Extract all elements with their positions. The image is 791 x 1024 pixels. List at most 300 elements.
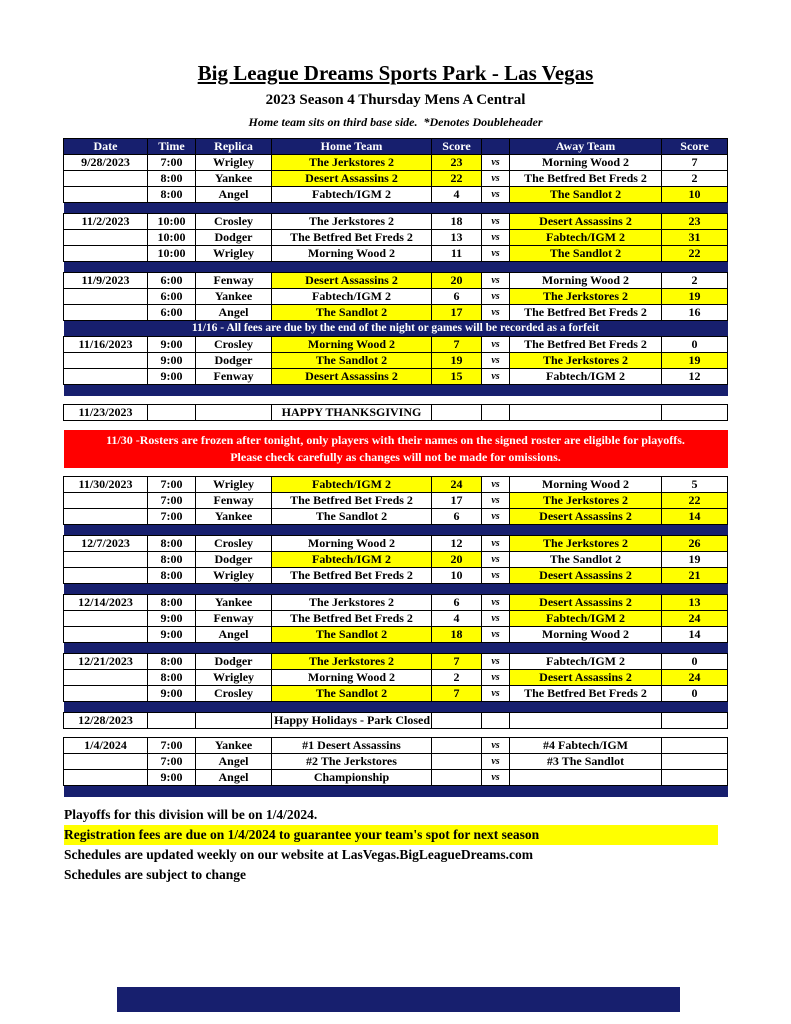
date-cell: 11/23/2023	[64, 405, 148, 421]
date-cell	[64, 246, 148, 262]
home-team-cell: Desert Assassins 2	[272, 171, 432, 187]
game-row	[64, 595, 728, 611]
time-cell: 8:00	[148, 187, 196, 203]
separator-band	[64, 262, 728, 273]
away-score-cell: 24	[662, 670, 728, 686]
game-row	[64, 214, 728, 230]
roster-notice-row	[64, 430, 728, 468]
col-header-away-score: Score	[662, 139, 728, 155]
home-score-cell: 11	[432, 246, 482, 262]
game-row	[64, 289, 728, 305]
away-team-cell: The Jerkstores 2	[510, 536, 662, 552]
vs-cell: vs	[482, 595, 510, 611]
time-cell: 9:00	[148, 770, 196, 786]
game-row	[64, 493, 728, 509]
vs-cell	[482, 713, 510, 729]
home-score-cell: 7	[432, 654, 482, 670]
replica-cell: Dodger	[196, 654, 272, 670]
page-note: Home team sits on third base side. *Denotes Doubleheader	[248, 115, 543, 129]
away-score-cell: 5	[662, 477, 728, 493]
away-score-cell: 0	[662, 337, 728, 353]
away-team-cell: Morning Wood 2	[510, 477, 662, 493]
vs-cell: vs	[482, 654, 510, 670]
replica-cell: Yankee	[196, 171, 272, 187]
vs-cell: vs	[482, 738, 510, 754]
spacer-row	[64, 468, 728, 477]
home-team-cell: Championship	[272, 770, 432, 786]
separator-band	[64, 643, 728, 654]
home-score-cell: 17	[432, 493, 482, 509]
bottom-navy-bar	[117, 987, 680, 1012]
away-score-cell	[662, 754, 728, 770]
game-row	[64, 536, 728, 552]
event-row	[64, 405, 728, 421]
date-cell: 9/28/2023	[64, 155, 148, 171]
vs-cell: vs	[482, 187, 510, 203]
vs-cell: vs	[482, 171, 510, 187]
away-team-cell: Desert Assassins 2	[510, 509, 662, 525]
date-cell	[64, 509, 148, 525]
date-cell	[64, 171, 148, 187]
col-header-replica: Replica	[196, 139, 272, 155]
time-cell	[148, 713, 196, 729]
separator-band	[64, 786, 728, 797]
away-team-cell	[510, 770, 662, 786]
time-cell: 9:00	[148, 611, 196, 627]
home-score-cell	[432, 754, 482, 770]
time-cell: 7:00	[148, 155, 196, 171]
replica-cell: Angel	[196, 187, 272, 203]
time-cell: 8:00	[148, 552, 196, 568]
vs-cell: vs	[482, 686, 510, 702]
game-row	[64, 477, 728, 493]
spacer-band	[64, 396, 728, 405]
away-team-cell: Desert Assassins 2	[510, 214, 662, 230]
vs-cell: vs	[482, 754, 510, 770]
replica-cell: Fenway	[196, 611, 272, 627]
home-team-cell: The Betfred Bet Freds 2	[272, 611, 432, 627]
away-team-cell: Morning Wood 2	[510, 273, 662, 289]
vs-cell: vs	[482, 670, 510, 686]
replica-cell: Wrigley	[196, 477, 272, 493]
away-score-cell	[662, 713, 728, 729]
col-header-time: Time	[148, 139, 196, 155]
replica-cell: Angel	[196, 770, 272, 786]
date-cell	[64, 770, 148, 786]
game-row	[64, 246, 728, 262]
date-cell	[64, 493, 148, 509]
game-row	[64, 770, 728, 786]
footer	[64, 805, 791, 885]
away-score-cell: 12	[662, 369, 728, 385]
col-header-date: Date	[64, 139, 148, 155]
time-cell: 8:00	[148, 595, 196, 611]
away-team-cell: Fabtech/IGM 2	[510, 369, 662, 385]
home-score-cell	[432, 405, 482, 421]
date-cell: 11/30/2023	[64, 477, 148, 493]
time-cell: 7:00	[148, 738, 196, 754]
home-score-cell: 15	[432, 369, 482, 385]
game-row	[64, 337, 728, 353]
away-team-cell: The Sandlot 2	[510, 552, 662, 568]
away-team-cell: Fabtech/IGM 2	[510, 654, 662, 670]
vs-cell: vs	[482, 568, 510, 584]
away-score-cell: 2	[662, 171, 728, 187]
vs-cell	[482, 405, 510, 421]
time-cell: 8:00	[148, 670, 196, 686]
game-row	[64, 654, 728, 670]
spacer-row	[64, 396, 728, 405]
replica-cell: Crosley	[196, 337, 272, 353]
home-team-cell: The Betfred Bet Freds 2	[272, 493, 432, 509]
home-team-cell: Desert Assassins 2	[272, 273, 432, 289]
away-score-cell: 2	[662, 273, 728, 289]
spacer-band	[64, 729, 728, 738]
home-team-cell: The Sandlot 2	[272, 686, 432, 702]
home-team-cell: The Sandlot 2	[272, 509, 432, 525]
vs-cell: vs	[482, 155, 510, 171]
time-cell: 9:00	[148, 337, 196, 353]
game-row	[64, 509, 728, 525]
home-team-cell: Fabtech/IGM 2	[272, 289, 432, 305]
time-cell: 8:00	[148, 568, 196, 584]
date-cell	[64, 552, 148, 568]
away-team-cell: Fabtech/IGM 2	[510, 611, 662, 627]
replica-cell: Dodger	[196, 230, 272, 246]
date-cell: 11/2/2023	[64, 214, 148, 230]
home-score-cell: 12	[432, 536, 482, 552]
vs-cell: vs	[482, 627, 510, 643]
away-score-cell: 24	[662, 611, 728, 627]
replica-cell: Fenway	[196, 493, 272, 509]
home-team-cell: Morning Wood 2	[272, 670, 432, 686]
separator-row	[64, 643, 728, 654]
away-score-cell: 13	[662, 595, 728, 611]
replica-cell: Crosley	[196, 214, 272, 230]
fees-notice-text: 11/16 - All fees are due by the end of the night or games will be recorded as a forfeit	[64, 321, 728, 337]
away-team-cell: The Betfred Bet Freds 2	[510, 686, 662, 702]
home-team-cell: The Betfred Bet Freds 2	[272, 568, 432, 584]
home-score-cell: 19	[432, 353, 482, 369]
time-cell: 7:00	[148, 477, 196, 493]
roster-notice-line: Please check carefully as changes will not be made for omissions.	[230, 449, 561, 464]
time-cell	[148, 405, 196, 421]
vs-cell: vs	[482, 289, 510, 305]
home-team-cell: The Betfred Bet Freds 2	[272, 230, 432, 246]
away-team-cell: The Jerkstores 2	[510, 353, 662, 369]
vs-cell: vs	[482, 770, 510, 786]
vs-cell: vs	[482, 246, 510, 262]
time-cell: 10:00	[148, 230, 196, 246]
time-cell: 6:00	[148, 305, 196, 321]
away-score-cell: 0	[662, 654, 728, 670]
home-team-cell: The Jerkstores 2	[272, 214, 432, 230]
date-cell	[64, 369, 148, 385]
separator-band	[64, 203, 728, 214]
col-header-home-team: Home Team	[272, 139, 432, 155]
separator-row	[64, 385, 728, 396]
replica-cell: Yankee	[196, 289, 272, 305]
game-row	[64, 568, 728, 584]
date-cell	[64, 230, 148, 246]
spacer-row	[64, 729, 728, 738]
away-team-cell: The Sandlot 2	[510, 187, 662, 203]
home-team-cell: Morning Wood 2	[272, 337, 432, 353]
game-row	[64, 353, 728, 369]
home-team-cell: Morning Wood 2	[272, 246, 432, 262]
away-score-cell: 0	[662, 686, 728, 702]
away-team-cell: The Jerkstores 2	[510, 493, 662, 509]
away-team-cell: The Sandlot 2	[510, 246, 662, 262]
home-team-cell: The Sandlot 2	[272, 305, 432, 321]
replica-cell: Yankee	[196, 738, 272, 754]
vs-cell: vs	[482, 509, 510, 525]
away-team-cell: The Betfred Bet Freds 2	[510, 337, 662, 353]
home-score-cell: 6	[432, 509, 482, 525]
separator-row	[64, 525, 728, 536]
time-cell: 6:00	[148, 289, 196, 305]
home-score-cell: 6	[432, 289, 482, 305]
away-team-cell	[510, 405, 662, 421]
col-header-home-score: Score	[432, 139, 482, 155]
document-header	[0, 0, 791, 130]
separator-row	[64, 262, 728, 273]
replica-cell: Wrigley	[196, 670, 272, 686]
game-row	[64, 552, 728, 568]
time-cell: 8:00	[148, 536, 196, 552]
vs-cell: vs	[482, 353, 510, 369]
away-score-cell: 26	[662, 536, 728, 552]
game-row	[64, 171, 728, 187]
time-cell: 9:00	[148, 353, 196, 369]
away-team-cell: The Betfred Bet Freds 2	[510, 305, 662, 321]
time-cell: 10:00	[148, 246, 196, 262]
replica-cell: Angel	[196, 627, 272, 643]
away-score-cell	[662, 770, 728, 786]
home-score-cell: 18	[432, 627, 482, 643]
game-row	[64, 369, 728, 385]
replica-cell: Angel	[196, 754, 272, 770]
home-score-cell	[432, 738, 482, 754]
replica-cell: Dodger	[196, 552, 272, 568]
game-row	[64, 187, 728, 203]
away-team-cell: Desert Assassins 2	[510, 568, 662, 584]
separator-band	[64, 385, 728, 396]
home-team-cell: Fabtech/IGM 2	[272, 477, 432, 493]
col-header-away-team: Away Team	[510, 139, 662, 155]
time-cell: 9:00	[148, 627, 196, 643]
separator-row	[64, 203, 728, 214]
home-score-cell: 17	[432, 305, 482, 321]
home-team-cell: Morning Wood 2	[272, 536, 432, 552]
vs-cell: vs	[482, 273, 510, 289]
away-team-cell: Desert Assassins 2	[510, 670, 662, 686]
away-score-cell	[662, 738, 728, 754]
event-row	[64, 713, 728, 729]
home-team-cell: Desert Assassins 2	[272, 369, 432, 385]
away-team-cell: #4 Fabtech/IGM	[510, 738, 662, 754]
vs-cell: vs	[482, 552, 510, 568]
home-score-cell: 20	[432, 552, 482, 568]
home-score-cell: 24	[432, 477, 482, 493]
table-header-row	[64, 139, 728, 155]
spacer-band	[64, 468, 728, 477]
footer-registration-notice: Registration fees are due on 1/4/2024 to guarantee your team's spot for next season	[64, 825, 718, 845]
date-cell: 11/16/2023	[64, 337, 148, 353]
home-team-cell: Fabtech/IGM 2	[272, 187, 432, 203]
date-cell	[64, 754, 148, 770]
vs-cell: vs	[482, 230, 510, 246]
replica-cell: Yankee	[196, 509, 272, 525]
home-team-cell: The Jerkstores 2	[272, 595, 432, 611]
replica-cell: Crosley	[196, 686, 272, 702]
home-score-cell	[432, 713, 482, 729]
date-cell	[64, 686, 148, 702]
game-row	[64, 754, 728, 770]
time-cell: 6:00	[148, 273, 196, 289]
time-cell: 9:00	[148, 369, 196, 385]
game-row	[64, 305, 728, 321]
away-team-cell: Morning Wood 2	[510, 627, 662, 643]
replica-cell: Angel	[196, 305, 272, 321]
date-cell: 12/21/2023	[64, 654, 148, 670]
date-cell	[64, 187, 148, 203]
separator-band	[64, 702, 728, 713]
event-text-cell: HAPPY THANKSGIVING	[272, 405, 432, 421]
away-team-cell: Fabtech/IGM 2	[510, 230, 662, 246]
home-score-cell: 22	[432, 171, 482, 187]
game-row	[64, 273, 728, 289]
footer-line: Schedules are updated weekly on our website at LasVegas.BigLeagueDreams.com	[64, 846, 534, 862]
date-cell	[64, 627, 148, 643]
replica-cell: Crosley	[196, 536, 272, 552]
game-row	[64, 627, 728, 643]
away-score-cell: 14	[662, 509, 728, 525]
date-cell: 1/4/2024	[64, 738, 148, 754]
home-team-cell: #2 The Jerkstores	[272, 754, 432, 770]
replica-cell: Wrigley	[196, 568, 272, 584]
away-score-cell: 21	[662, 568, 728, 584]
vs-cell: vs	[482, 337, 510, 353]
col-header-vs	[482, 139, 510, 155]
vs-cell: vs	[482, 214, 510, 230]
date-cell: 11/9/2023	[64, 273, 148, 289]
home-score-cell: 6	[432, 595, 482, 611]
home-score-cell: 18	[432, 214, 482, 230]
date-cell	[64, 670, 148, 686]
game-row	[64, 611, 728, 627]
away-team-cell: Desert Assassins 2	[510, 595, 662, 611]
spacer-row	[64, 421, 728, 430]
date-cell: 12/28/2023	[64, 713, 148, 729]
separator-row	[64, 786, 728, 797]
replica-cell: Yankee	[196, 595, 272, 611]
home-score-cell	[432, 770, 482, 786]
roster-notice-text	[64, 430, 728, 468]
separator-band	[64, 584, 728, 595]
page-subtitle: 2023 Season 4 Thursday Mens A Central	[265, 92, 526, 108]
replica-cell: Fenway	[196, 369, 272, 385]
home-team-cell: The Jerkstores 2	[272, 654, 432, 670]
away-team-cell: #3 The Sandlot	[510, 754, 662, 770]
replica-cell: Dodger	[196, 353, 272, 369]
vs-cell: vs	[482, 477, 510, 493]
footer-line: Schedules are subject to change	[64, 866, 246, 882]
date-cell	[64, 353, 148, 369]
game-row	[64, 155, 728, 171]
home-team-cell: #1 Desert Assassins	[272, 738, 432, 754]
date-cell	[64, 611, 148, 627]
away-score-cell: 31	[662, 230, 728, 246]
away-score-cell: 22	[662, 246, 728, 262]
vs-cell: vs	[482, 305, 510, 321]
replica-cell	[196, 713, 272, 729]
away-score-cell: 19	[662, 289, 728, 305]
home-score-cell: 20	[432, 273, 482, 289]
away-team-cell	[510, 713, 662, 729]
replica-cell: Fenway	[196, 273, 272, 289]
time-cell: 7:00	[148, 509, 196, 525]
separator-row	[64, 702, 728, 713]
replica-cell: Wrigley	[196, 155, 272, 171]
away-score-cell	[662, 405, 728, 421]
away-score-cell: 16	[662, 305, 728, 321]
home-score-cell: 4	[432, 187, 482, 203]
home-score-cell: 4	[432, 611, 482, 627]
page-title: Big League Dreams Sports Park - Las Vegas	[197, 61, 594, 85]
home-team-cell: The Jerkstores 2	[272, 155, 432, 171]
home-score-cell: 10	[432, 568, 482, 584]
separator-band	[64, 525, 728, 536]
away-team-cell: Morning Wood 2	[510, 155, 662, 171]
home-team-cell: The Sandlot 2	[272, 353, 432, 369]
vs-cell: vs	[482, 369, 510, 385]
home-score-cell: 23	[432, 155, 482, 171]
date-cell: 12/7/2023	[64, 536, 148, 552]
vs-cell: vs	[482, 536, 510, 552]
footer-line: Playoffs for this division will be on 1/4/2024.	[64, 806, 318, 822]
home-score-cell: 7	[432, 686, 482, 702]
time-cell: 8:00	[148, 171, 196, 187]
away-score-cell: 22	[662, 493, 728, 509]
date-cell: 12/14/2023	[64, 595, 148, 611]
time-cell: 7:00	[148, 754, 196, 770]
time-cell: 9:00	[148, 686, 196, 702]
away-score-cell: 19	[662, 552, 728, 568]
vs-cell: vs	[482, 611, 510, 627]
away-score-cell: 7	[662, 155, 728, 171]
date-cell	[64, 289, 148, 305]
away-score-cell: 23	[662, 214, 728, 230]
time-cell: 10:00	[148, 214, 196, 230]
home-score-cell: 7	[432, 337, 482, 353]
roster-notice-line: 11/30 -Rosters are frozen after tonight, only players with their names on the signed roster are eligible for playoffs.	[106, 432, 685, 447]
game-row	[64, 670, 728, 686]
time-cell: 7:00	[148, 493, 196, 509]
home-team-cell: Fabtech/IGM 2	[272, 552, 432, 568]
separator-row	[64, 584, 728, 595]
date-cell	[64, 568, 148, 584]
away-team-cell: The Betfred Bet Freds 2	[510, 171, 662, 187]
home-score-cell: 2	[432, 670, 482, 686]
replica-cell	[196, 405, 272, 421]
away-team-cell: The Jerkstores 2	[510, 289, 662, 305]
time-cell: 8:00	[148, 654, 196, 670]
replica-cell: Wrigley	[196, 246, 272, 262]
home-team-cell: The Sandlot 2	[272, 627, 432, 643]
away-score-cell: 10	[662, 187, 728, 203]
date-cell	[64, 305, 148, 321]
